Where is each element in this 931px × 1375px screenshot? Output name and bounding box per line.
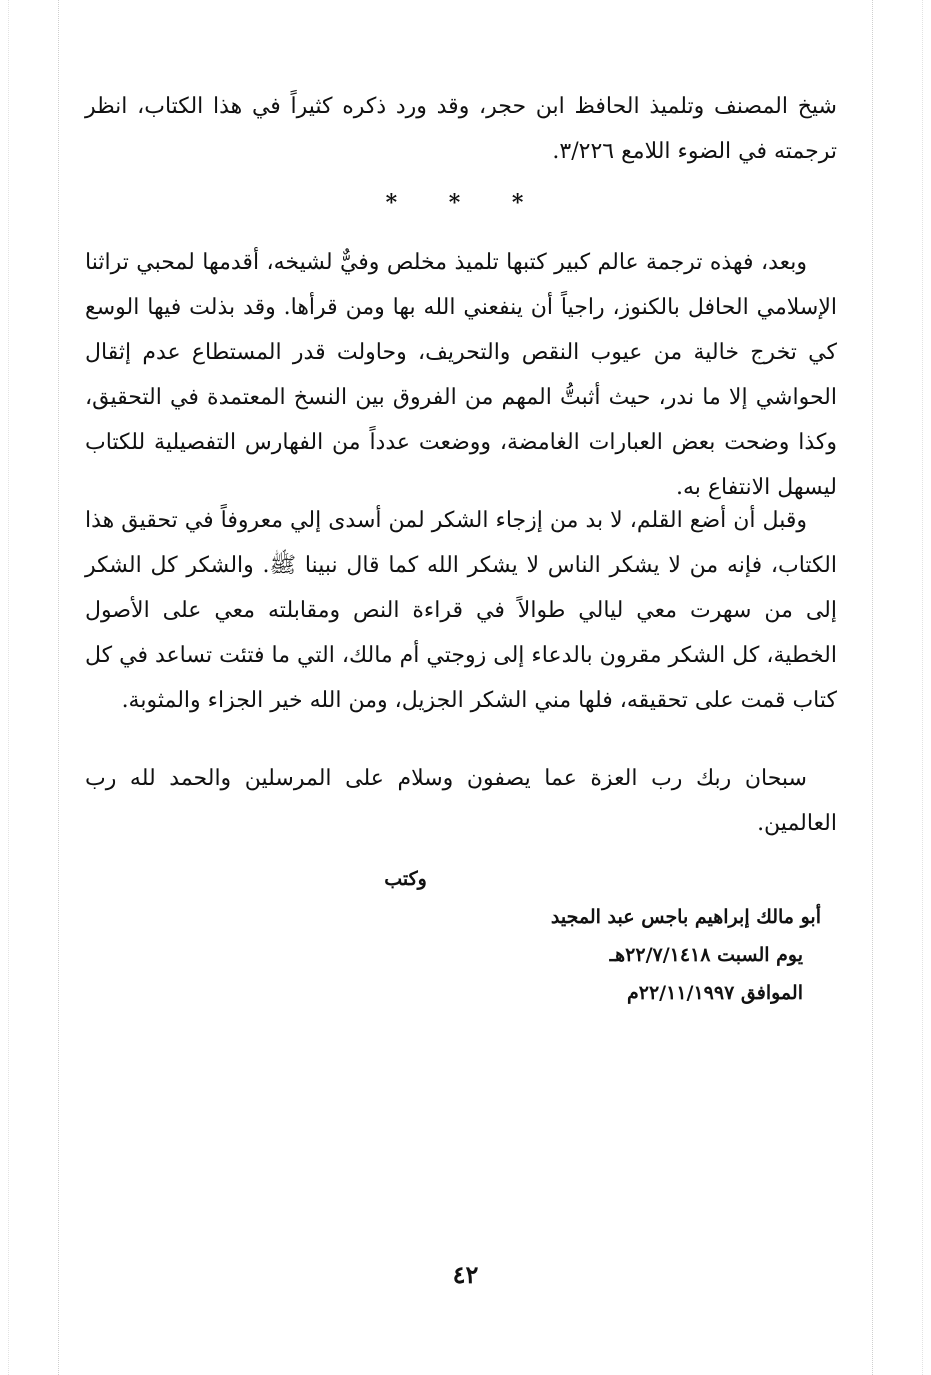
paragraph-closing: سبحان ربك رب العزة عما يصفون وسلام على المرسلين والحمد لله رب العالمين. [85,766,837,836]
paragraph-acknowledgement: وقبل أن أضع القلم، لا بد من إزجاء الشكر لمن أسدى إلي معروفاً في تحقيق هذا الكتاب، فإنه من لا يشكر الناس لا يشكر الله كما قال نبينا ﷺ. والشكر كل الشكر إلى من سهرت معي ليالي طوالاً في قراءة النص ومقابلته معي على الأصول الخطية، كل الشكر مقرون بالدعاء إلى زوجتي أم مالك، التي ما فتئت تساعد في كل كتاب قمت على تحقيقه، فلها مني الشكر الجزيل، ومن الله خير الجزاء والمثوبة. [85,508,837,713]
signature-name: أبو مالك إبراهيم باجس عبد المجيد [550,906,821,928]
page-number: ٤٢ [452,1260,479,1289]
signature-date-gregorian: الموافق ٢٢/١١/١٩٩٧م [627,982,803,1004]
paragraph-dedication: وبعد، فهذه ترجمة عالم كبير كتبها تلميذ مخلص وفيٌّ لشيخه، أقدمها لمحبي تراثنا الإسلامي الحافل بالكنوز، راجياً أن ينفعني الله بها ومن قرأها. وقد بذلت فيها الوسع كي تخرج خالية من عيوب النقص والتحريف، وحاولت قدر المستطاع عدم إثقال الحواشي إلا ما ندر، حيث أثبتُّ المهم من الفروق بين النسخ المعتمدة في التحقيق، وكذا وضحت بعض العبارات الغامضة، ووضعت عدداً من الفهارس التفصيلية للكتاب ليسهل الانتفاع به. [85,250,837,500]
signature-wrote [0,860,931,898]
section-separator: * * * [385,190,546,216]
signature-wrote-label: وكتب [384,868,427,890]
intro-paragraph: شيخ المصنف وتلميذ الحافظ ابن حجر، وقد ورد ذكره كثيراً في هذا الكتاب، انظر ترجمته في الضوء اللامع ٣/٢٢٦. [85,94,837,164]
signature-date-hijri: يوم السبت ٢٢/٧/١٤١٨هـ [609,944,803,966]
signature-block [321,898,821,1012]
